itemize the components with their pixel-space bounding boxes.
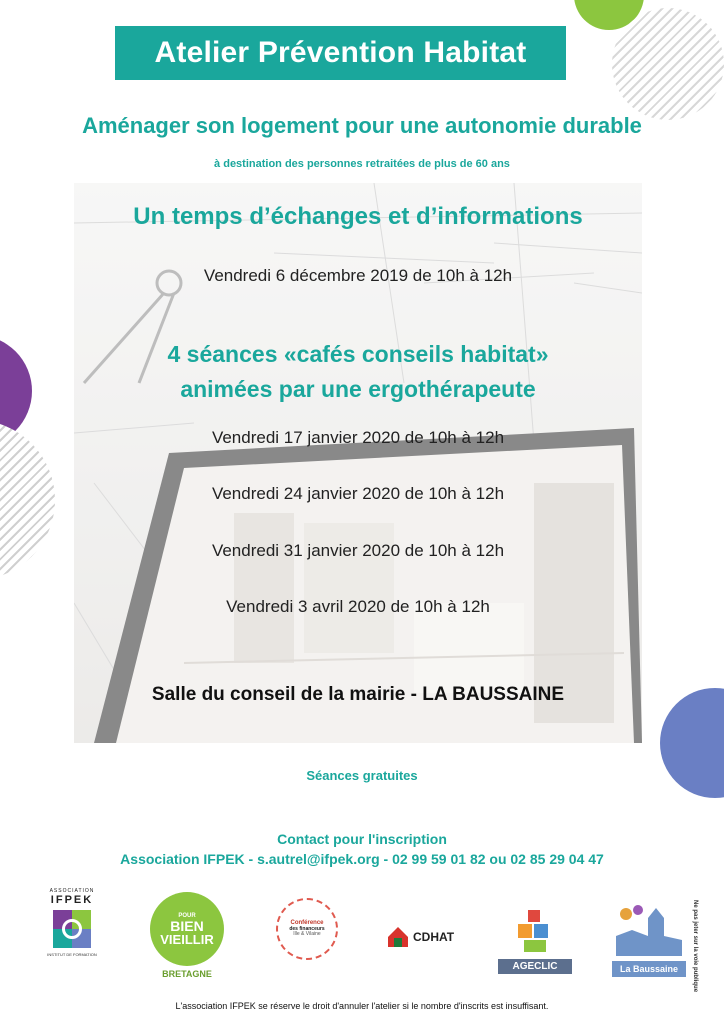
session1-heading: Un temps d’échanges et d’informations	[133, 203, 583, 230]
ageclic-logo	[498, 904, 572, 976]
session1-date: Vendredi 6 décembre 2019 de 10h à 12h	[203, 266, 513, 285]
ifpek-logo-bottom: INSTITUT DE FORMATION	[47, 952, 97, 957]
contact-heading: Contact pour l'inscription	[277, 831, 447, 847]
ifpek-logo-name: IFPEK	[50, 894, 94, 906]
cdhat-name: CDHAT	[413, 930, 455, 944]
conference-line3: Ille & Vilaine	[293, 931, 321, 938]
ageclic-name: AGECLIC	[498, 959, 572, 974]
conference-line1: Conférence	[290, 920, 324, 927]
la-baussaine-town-icon	[612, 900, 686, 956]
title-banner	[115, 26, 566, 80]
bien-vieillir-vieillir: VIEILLIR	[160, 931, 214, 947]
hatched-decor-shape	[0, 420, 55, 580]
la-baussaine-logo	[612, 900, 686, 976]
bien-vieillir-bien: BIEN	[170, 917, 204, 934]
session2-date-3: Vendredi 31 janvier 2020 de 10h à 12h	[211, 541, 505, 560]
disclaimer: L'association IFPEK se réserve le droit d'annuler l'atelier si le nombre d'inscrits est insuffisant.	[175, 1001, 549, 1011]
ifpek-logo	[42, 888, 102, 984]
session2-date-2: Vendredi 24 janvier 2020 de 10h à 12h	[211, 484, 505, 503]
session2-heading-line1: 4 séances «cafés conseils habitat»	[167, 341, 549, 367]
side-note: Ne pas jeter sur la voie publique	[692, 900, 698, 993]
bien-vieillir-region: BRETAGNE	[162, 969, 212, 979]
session2-heading-line2: animées par une ergothérapeute	[180, 376, 536, 402]
la-baussaine-name: La Baussaine	[612, 961, 686, 977]
background-photo-panel	[74, 183, 642, 743]
audience-note: à destination des personnes retraitées de plus de 60 ans	[214, 158, 510, 170]
bien-vieillir-pour: POUR	[178, 912, 196, 919]
page-title: Atelier Prévention Habitat	[154, 36, 527, 69]
bien-vieillir-logo	[148, 892, 226, 982]
subtitle: Aménager son logement pour une autonomie durable	[82, 113, 642, 138]
contact-line: Association IFPEK - s.autrel@ifpek.org - 02 99 59 01 82 ou 02 85 29 04 47	[120, 851, 604, 867]
cdhat-house-icon	[386, 925, 410, 949]
cdhat-logo	[386, 922, 460, 952]
ageclic-figure-icon	[498, 904, 572, 954]
venue: Salle du conseil de la mairie - LA BAUSSAINE	[151, 684, 565, 705]
hatched-decor-circle	[612, 8, 724, 120]
session2-date-1: Vendredi 17 janvier 2020 de 10h à 12h	[211, 428, 505, 447]
conference-financeurs-logo	[272, 898, 342, 968]
free-note: Séances gratuites	[306, 768, 418, 783]
session2-date-4: Vendredi 3 avril 2020 de 10h à 12h	[226, 597, 490, 616]
conference-line2: des financeurs	[289, 925, 325, 932]
ifpek-logo-top: ASSOCIATION	[49, 888, 95, 894]
